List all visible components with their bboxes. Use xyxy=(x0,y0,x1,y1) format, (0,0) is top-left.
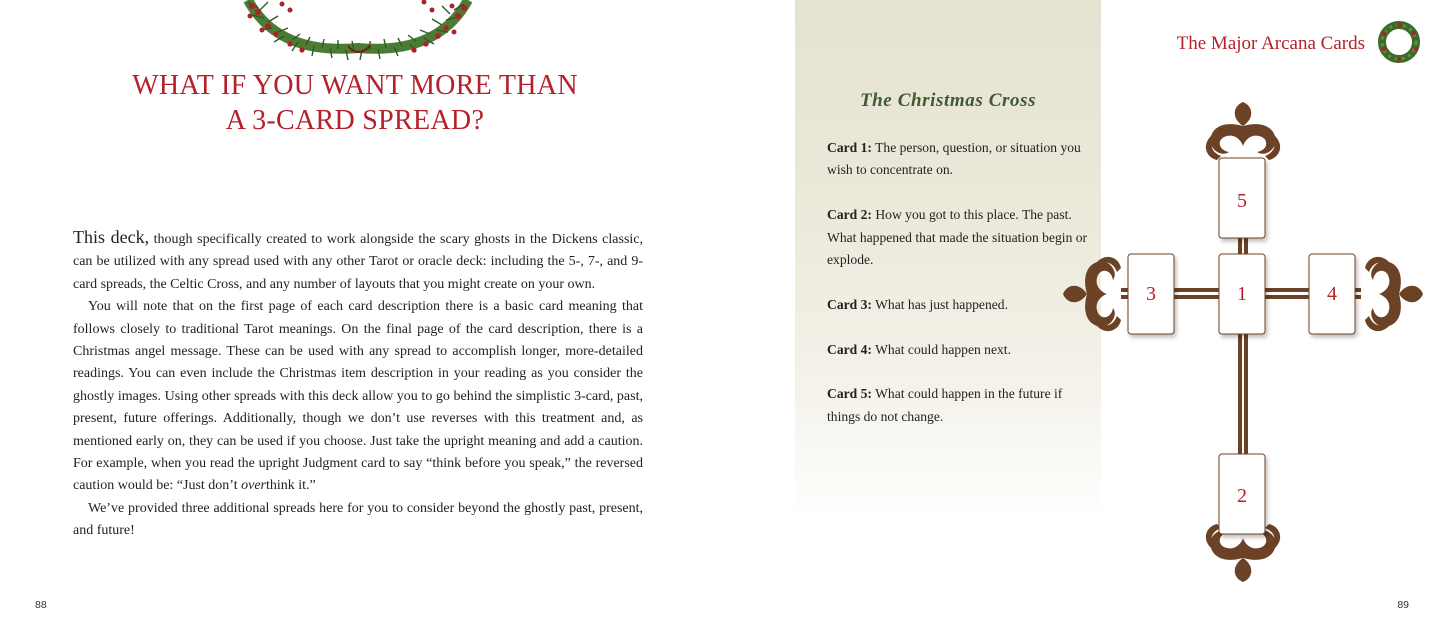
section-header: The Major Arcana Cards xyxy=(1176,33,1365,54)
spread-panel xyxy=(795,0,1101,520)
card-list xyxy=(827,137,1089,451)
card-number-1: 1 xyxy=(1237,283,1247,305)
card-text: What has just happened. xyxy=(871,296,1008,312)
lead-word: This deck, xyxy=(73,227,150,247)
paragraph-2 xyxy=(73,296,643,498)
card-text: The person, question, or situation you wish to concentrate on. xyxy=(827,140,1081,178)
flourish-right-icon xyxy=(1365,257,1423,331)
paragraph-1-text: though specifically created to work alongside the scary ghosts in the Dickens classic, can be utilized with any spread used with any other Tarot or oracle deck: including the 5-, 7-, and 9-card spreads, the Celtic Cross, and any number of layouts that you might create on your own. xyxy=(73,232,643,292)
page-number-right: 89 xyxy=(1397,599,1409,611)
right-page xyxy=(722,0,1445,642)
body-text xyxy=(73,226,643,543)
card-item-1 xyxy=(827,137,1089,182)
card-item-3 xyxy=(827,294,1089,316)
card-item-2 xyxy=(827,204,1089,271)
card-label: Card 3: xyxy=(827,296,872,312)
card-number-4: 4 xyxy=(1327,283,1337,305)
emphasis-over: over xyxy=(241,478,266,494)
card-item-5 xyxy=(827,383,1089,428)
paragraph-1 xyxy=(73,226,643,296)
paragraph-2-text-b: think it.” xyxy=(266,478,316,494)
card-label: Card 4: xyxy=(827,341,872,357)
christmas-cross-diagram xyxy=(1061,100,1425,584)
card-number-2: 2 xyxy=(1237,485,1247,507)
card-label: Card 2: xyxy=(827,207,872,223)
card-text: How you got to this place. The past. What happened that made the situation begin or explode. xyxy=(827,207,1088,268)
heading-line-2: A 3-CARD SPREAD? xyxy=(225,105,485,136)
card-text: What could happen in the future if things do not change. xyxy=(827,386,1063,424)
card-label: Card 1: xyxy=(827,140,872,155)
card-number-3: 3 xyxy=(1146,283,1156,305)
paragraph-3: We’ve provided three additional spreads here for you to consider beyond the ghostly past, present, and future! xyxy=(73,500,643,539)
card-number-5: 5 xyxy=(1237,190,1247,212)
paragraph-2-text-a: You will note that on the first page of each card description there is a basic card meaning that follows closely to traditional Tarot meanings. On the final page of the card description, there is a Christmas angel message. These can be used with any spread to accomplish longer, more-detailed readings. You can even include the Christmas item description in your reading as you consider the ghostly images. Using other spreads with this deck allow you to go behind the simplistic 3-card, past, present, future offerings. Additionally, though we don’t use reverses with this treatment and, as mentioned early on, they can be used if you choose. Just take the upright meaning and add a caution. For example, when you read the upright Judgment card to say “think before you speak,” the reversed caution would be: “Just don’t xyxy=(73,299,643,494)
page-heading xyxy=(100,68,610,138)
flourish-left-icon xyxy=(1063,257,1121,331)
page-number-left: 88 xyxy=(35,599,47,611)
left-page xyxy=(0,0,722,642)
card-item-4 xyxy=(827,339,1089,361)
card-text: What could happen next. xyxy=(871,341,1011,357)
small-wreath-icon xyxy=(1376,19,1422,65)
flourish-top-icon xyxy=(1206,102,1280,160)
spread-title: The Christmas Cross xyxy=(859,90,1037,111)
card-label: Card 5: xyxy=(827,386,872,402)
heading-line-1: WHAT IF YOU WANT MORE THAN xyxy=(132,70,578,101)
